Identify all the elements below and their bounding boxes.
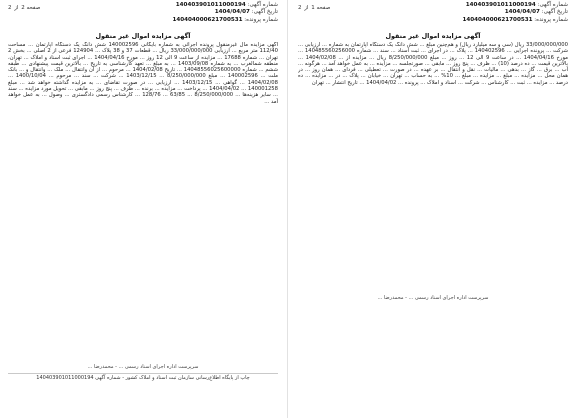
page-current: 1 [311, 5, 315, 11]
notice-meta [172, 2, 278, 24]
page-sep: از [304, 5, 309, 11]
notice-date: 1404/04/07 [504, 9, 540, 16]
notice-title: آگهی مزایده اموال غیر منقول [95, 32, 191, 40]
notice-body: آگهی مزایده مال غیرمنقول پرونده اجرائی به شماره بایگانی 140002596 شش دانگ یک دستگاه آپارتمان ... مساحت 112/40 متر مربع ... ارزیابی 33/000/000/000 ریال ... قطعات 37 و 38 پلاک ... 124904 فرعی از 2 اصلی ... بخش 2 تهران ... شماره 17688 ... مزایده از ساعت 9 الی 12 روز ... مورخ 1404/04/16 ... اجرای ثبت اسناد و املاک ... تهران، منطقه شمالغرب ... به شماره 1403/09/08 ... به مبلغ ... تعهد کارشناسی به تاریخ ... بالاترین قیمت پیشنهادی ... طبقه ششم ... شماره 14048556025600000 ... تاریخ 1404/02/08 ... مرحوم ... از آن وانتقال ... ملک ... وانتقال و ... بانک ملت ... 140002596 ... مبلغ 8/250/000/000 ... 1403/12/15 ... شرکت ... سند ... مرحوم ... 1400/10/04 ... 1404/02/08 ... گواهی ... 1403/12/15 ... ارزیابی ... در صورت تقاضای ... به مزایده گذاشته خواهد شد ... مبلغ 140001258 ... 1404/04/02 ... پرداخت ... مزایده ... برنده ... ظرف ... پنج روز ... مابقی ... تحویل مورد مزایده ... سند ... سایر هزینه‌ها ... 8/250/000/000 ... 63/85 ... 128/76 ... کارشناس رسمی دادگستری ... وصول ... به عمل خواهد آمد ... [8, 42, 278, 105]
notice-number-label: شماره آگهی: [247, 2, 278, 8]
page-divider [287, 0, 288, 418]
notice-date-row [462, 9, 568, 16]
file-number: 140404000621700531 [462, 16, 533, 23]
notice-date-label: تاریخ آگهی: [541, 9, 568, 16]
notice-body: 33/000/000/000 ریال (سی و سه میلیارد ریال) و هم‌چنین مبلغ ... شش دانگ یک دستگاه آپارتمان به شماره ... ارزیابی ... شرکت ... پرونده اجرایی ... 140402596 ... پلاک ... در اجرای ... ثبت اسناد ... سند ... شماره 140485560256000 ... مورخ 1404/04/16 ... در ساعت 9 الی 12 ... روز ... مبلغ 8/250/000/000 ریال ... مزایده از ... 1404/02/08 ... بالاترین قیمت ... ده درصد (10) ... ظرف ... پنج روز ... مابقی ... صورتجلسه ... مزایده ... به عمل خواهد آمد ... هرگونه ... آب ... برق ... گاز ... بدهی ... مالیات ... نقل و انتقال ... بر عهده ... در صورت ... تعطیلی ... فردای ... همان روز ... در همان محل ... مزایده ... مبلغ ... مزایده ... مبلغ ... 10% ... به حساب ... تهران ... خیابان ... پلاک ... در ... مزایده ... ده درصد ... مزایده ... ثبت ... کارشناس ... شرکت ... اسناد و املاک ... پرونده ... 1404/04/02 ... تاریخ انتشار ... تهران [298, 42, 568, 86]
notice-number-label: شماره آگهی: [537, 2, 568, 8]
page-header [290, 2, 576, 30]
page-sep: از [14, 5, 19, 11]
page-number [298, 5, 330, 11]
footer-divider [8, 373, 278, 374]
notice-page-2 [0, 0, 286, 418]
signature-line: سرپرست اداره اجرای اسناد رسمی ... - محمدرضا ... [377, 295, 489, 301]
page-total: 2 [8, 5, 12, 11]
notice-meta [462, 2, 568, 24]
page-label: صفحه [26, 5, 41, 11]
page-header [0, 2, 286, 30]
page-label: صفحه [316, 5, 331, 11]
notice-page-1 [290, 0, 576, 418]
page-footer: چاپ از پایگاه اطلاع‌رسانی سازمان ثبت اسناد و املاک کشور - شماره آگهی 140403901011000194 [36, 375, 250, 381]
page-current: 2 [21, 5, 25, 11]
notice-number: 140403901011000194 [175, 2, 246, 8]
notice-date: 1404/04/07 [214, 9, 250, 16]
notice-date-label: تاریخ آگهی: [251, 9, 278, 16]
file-number: 140404000621700531 [172, 16, 243, 23]
signature-line: سرپرست اداره اجرای اسناد رسمی ... - محمدرضا ... [87, 364, 199, 370]
notice-number: 140403901011000194 [465, 2, 536, 8]
notice-date-row [172, 9, 278, 16]
page-total: 2 [298, 5, 302, 11]
file-number-row [172, 17, 278, 24]
notice-title: آگهی مزایده اموال غیر منقول [385, 32, 481, 40]
file-number-row [462, 17, 568, 24]
page-number [8, 5, 40, 11]
file-number-label: شماره پرونده: [244, 16, 278, 23]
file-number-label: شماره پرونده: [534, 16, 568, 23]
